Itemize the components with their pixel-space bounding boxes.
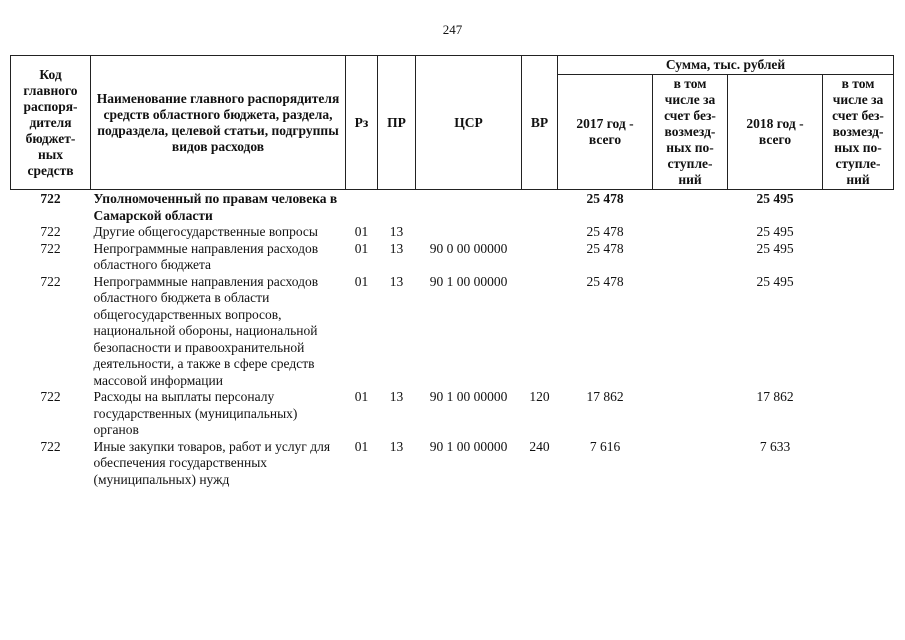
- header-sum-group: Сумма, тыс. рублей: [558, 56, 894, 75]
- table-body: [11, 190, 894, 489]
- cell-rz: 01: [354, 389, 369, 404]
- cell-name: Другие общегосударственные вопросы: [93, 224, 318, 239]
- cell-csr: [416, 190, 522, 225]
- cell-name: Расходы на выплаты персоналу государственных (муниципальных) органов: [93, 389, 298, 437]
- cell-free-2017: [653, 190, 728, 225]
- cell-pr: 13: [389, 389, 404, 404]
- table-row: [11, 241, 894, 274]
- cell-vr: [522, 241, 558, 274]
- cell-free-2018: [823, 241, 894, 274]
- cell-code: 722: [40, 438, 61, 454]
- cell-pr: 13: [389, 438, 404, 454]
- header-total-2017: 2017 год - всего: [558, 75, 653, 190]
- cell-code: 722: [11, 190, 91, 225]
- cell-csr: 90 1 00 00000: [429, 438, 508, 454]
- cell-pr: [378, 190, 416, 225]
- cell-csr: 90 1 00 00000: [429, 389, 508, 404]
- cell-code: 722: [40, 273, 61, 289]
- cell-pr: 13: [389, 224, 404, 239]
- header-pr: ПР: [378, 56, 416, 190]
- cell-total-2018: 17 862: [756, 389, 794, 404]
- cell-pr: 13: [389, 273, 404, 289]
- header-total-2018: 2018 год - всего: [728, 75, 823, 190]
- cell-vr: 120: [529, 389, 550, 404]
- cell-total-2017: 25 478: [586, 240, 624, 256]
- page-number: 247: [442, 22, 463, 37]
- cell-name: Уполномоченный по правам человека в Самарской области: [91, 190, 346, 225]
- cell-free-2017: [653, 389, 728, 439]
- table-header: [11, 56, 894, 190]
- cell-name: Непрограммные направления расходов областного бюджета: [93, 240, 319, 272]
- cell-vr: [522, 274, 558, 390]
- header-name: Наименование главного распорядителя средств областного бюджета, раздела, подраздела, целевой статьи, подгруппы видов расходов: [91, 56, 346, 190]
- table-row: [11, 224, 894, 241]
- header-csr: ЦСР: [416, 56, 522, 190]
- cell-total-2018: 25 495: [756, 240, 794, 256]
- cell-free-2018: [823, 389, 894, 439]
- cell-total-2018: 25 495: [756, 224, 794, 239]
- cell-total-2017: 17 862: [586, 389, 624, 404]
- header-free-2017: в том числе за счет без-возмезд-ных по-ступле-ний: [653, 75, 728, 190]
- cell-name: Непрограммные направления расходов областного бюджета в области общегосударственных вопросов, национальной обороны, национальной безопасности и правоохранительной деятельности, а также в сфере средств массовой информации: [93, 273, 319, 388]
- cell-csr: 90 0 00 00000: [429, 240, 508, 256]
- budget-table: [10, 55, 894, 488]
- table-row: [11, 274, 894, 390]
- cell-free-2017: [653, 224, 728, 241]
- cell-total-2017: 7 616: [589, 438, 621, 454]
- cell-code: 722: [40, 240, 61, 256]
- cell-free-2017: [653, 439, 728, 489]
- cell-free-2018: [823, 274, 894, 390]
- cell-total-2017: 25 478: [586, 224, 624, 239]
- cell-free-2018: [823, 439, 894, 489]
- cell-rz: 01: [354, 438, 369, 454]
- cell-rz: 01: [354, 273, 369, 289]
- cell-total-2017: 25 478: [586, 273, 624, 289]
- cell-total-2017: 25 478: [558, 190, 653, 225]
- cell-vr: 240: [529, 438, 550, 454]
- cell-rz: 01: [354, 240, 369, 256]
- cell-vr: [522, 224, 558, 241]
- header-free-2018: в том числе за счет без-возмезд-ных по-ступле-ний: [823, 75, 894, 190]
- header-rz: Рз: [346, 56, 378, 190]
- table-row: [11, 190, 894, 225]
- cell-name: Иные закупки товаров, работ и услуг для обеспечения государственных (муниципальных) нужд: [93, 438, 331, 487]
- cell-total-2018: 25 495: [756, 273, 794, 289]
- cell-code: 722: [40, 389, 61, 404]
- cell-rz: [346, 190, 378, 225]
- cell-vr: [522, 190, 558, 225]
- cell-pr: 13: [389, 240, 404, 256]
- cell-free-2017: [653, 241, 728, 274]
- cell-total-2018: 25 495: [728, 190, 823, 225]
- cell-code: 722: [40, 224, 61, 239]
- cell-csr: [416, 224, 522, 241]
- cell-free-2018: [823, 224, 894, 241]
- cell-csr: 90 1 00 00000: [429, 273, 508, 289]
- header-vr: ВР: [522, 56, 558, 190]
- cell-total-2018: 7 633: [759, 438, 791, 454]
- header-code: Код главного распоря-дителя бюджет-ных средств: [11, 56, 91, 190]
- table-row: [11, 439, 894, 489]
- cell-rz: 01: [354, 224, 369, 239]
- cell-free-2017: [653, 274, 728, 390]
- table-row: [11, 389, 894, 439]
- cell-free-2018: [823, 190, 894, 225]
